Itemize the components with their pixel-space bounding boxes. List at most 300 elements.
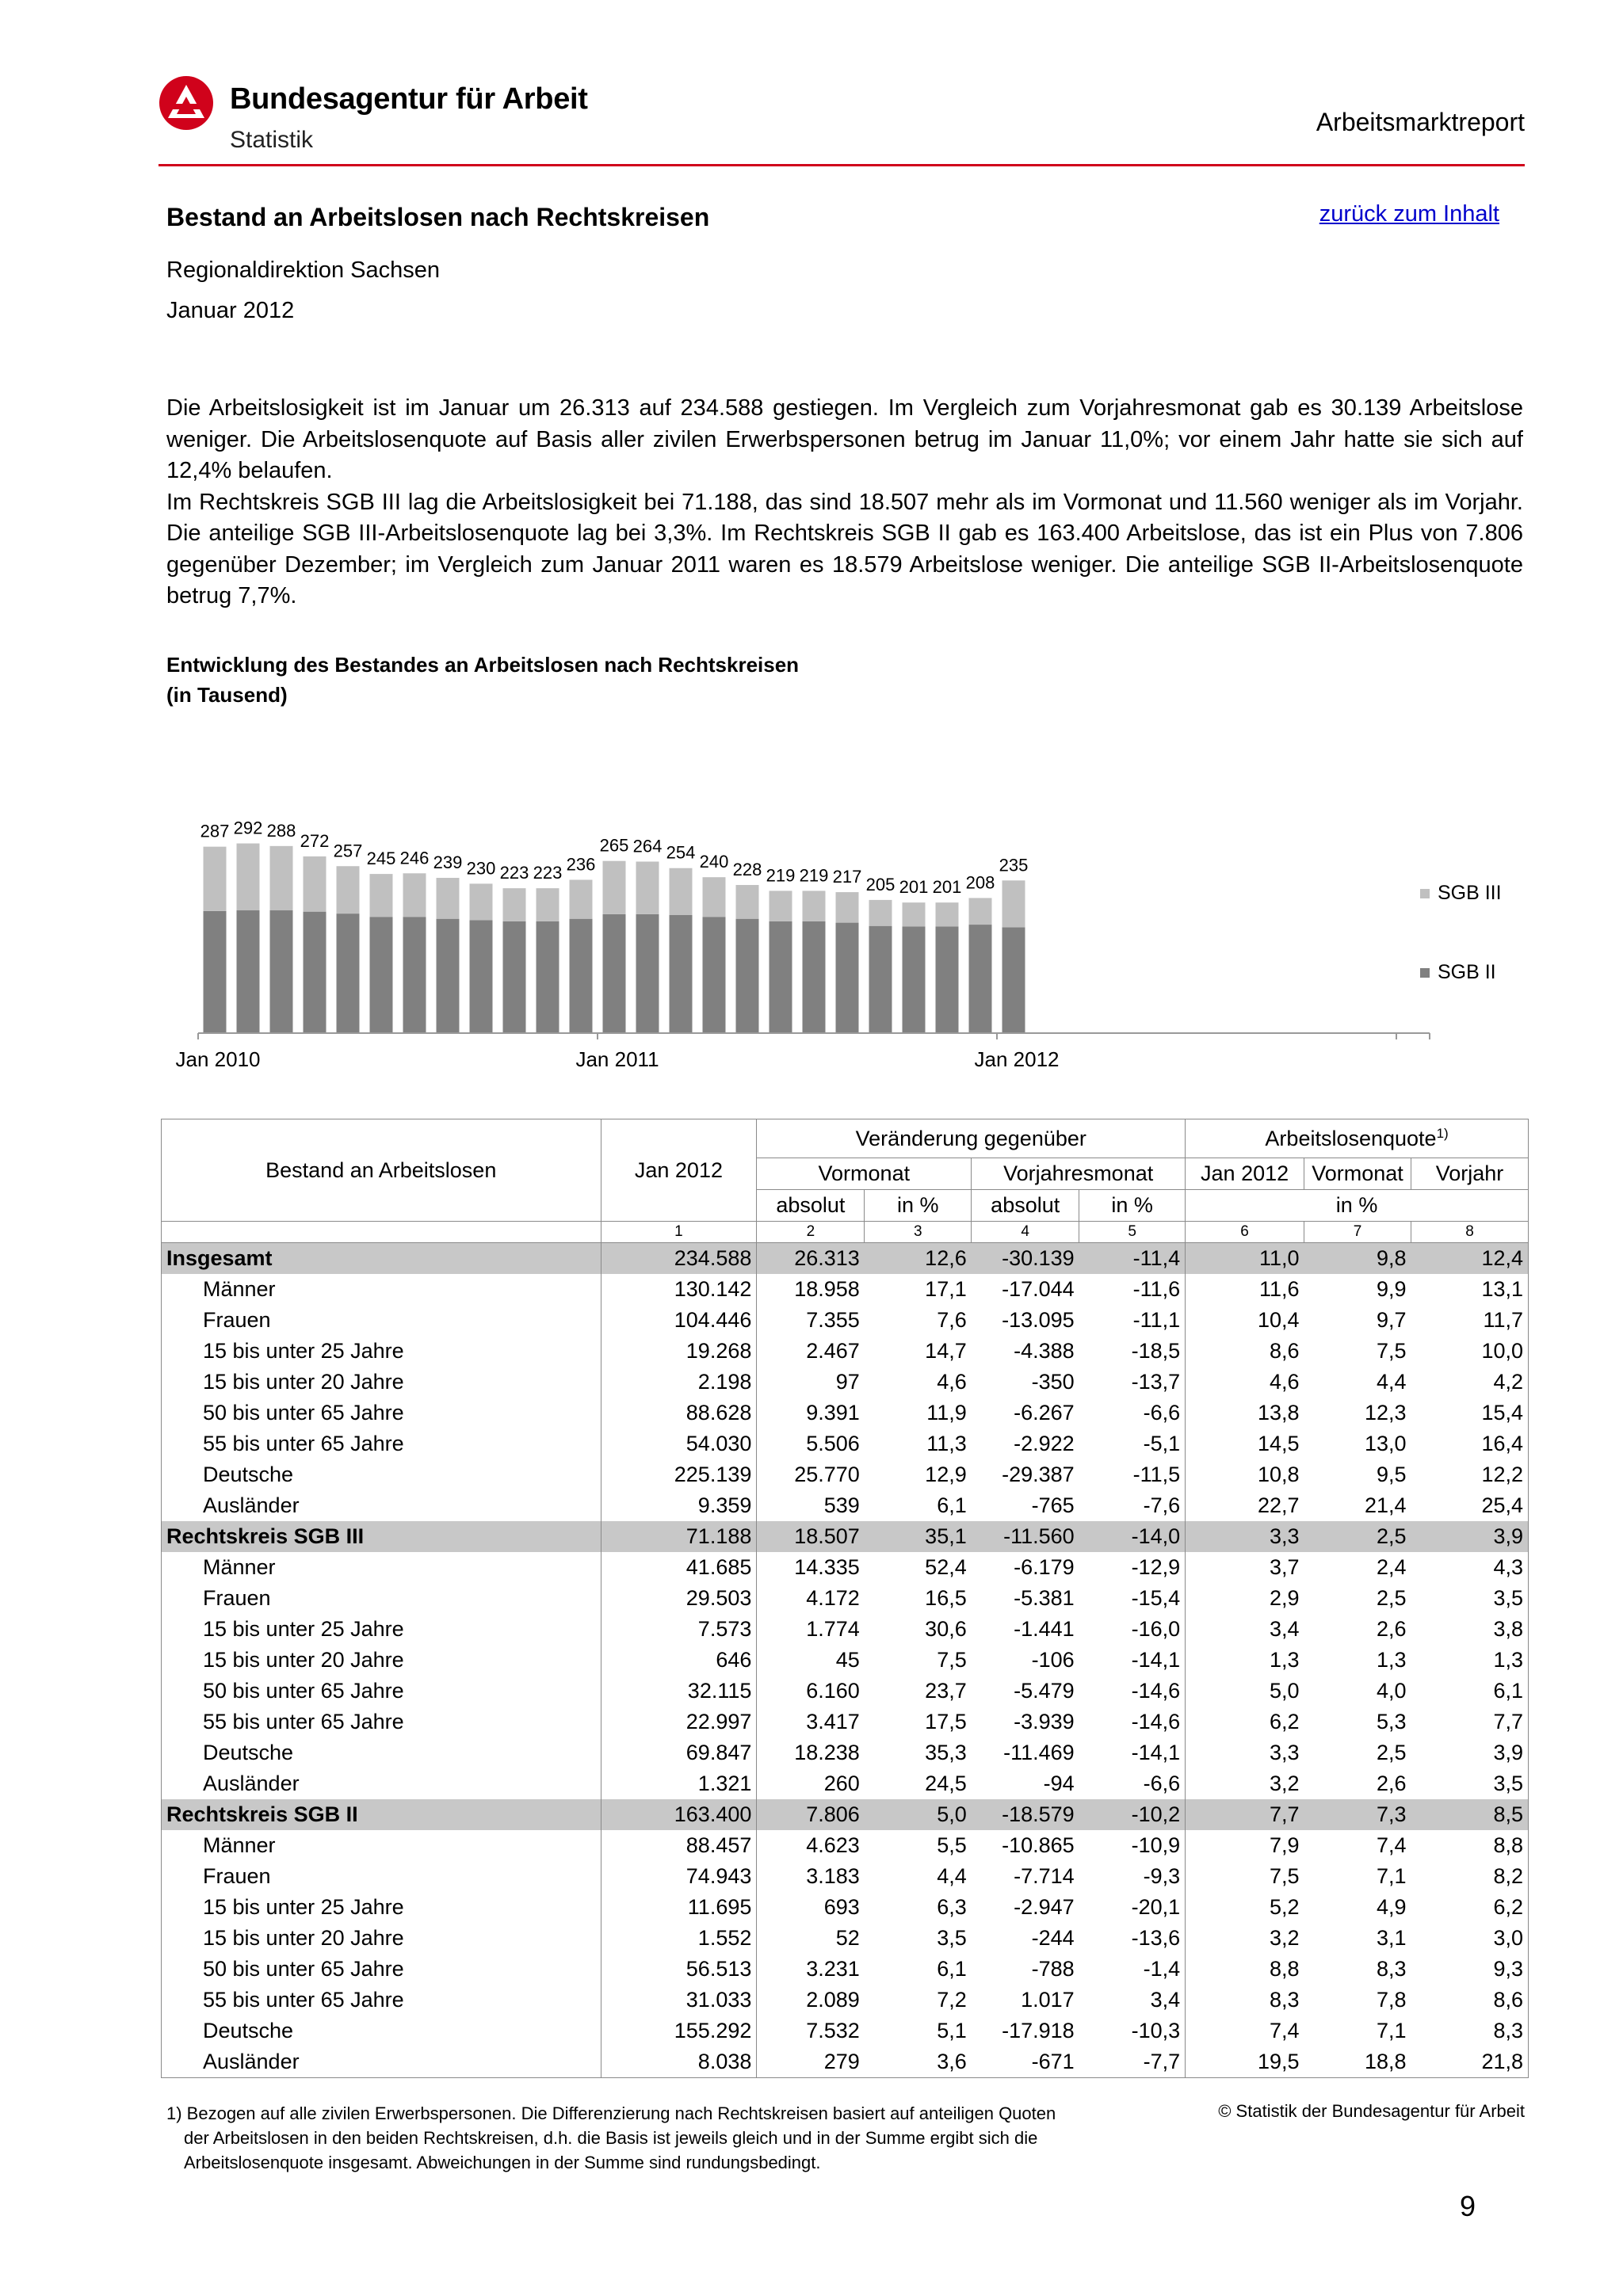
table-row — [162, 1305, 1529, 1336]
table-group-row — [162, 1521, 1529, 1552]
cell-col-3: 3,5 — [937, 1926, 967, 1950]
row-label: Männer — [162, 1830, 601, 1861]
bar-sgb3 — [570, 879, 593, 918]
cell-col-8: 16,4 — [1411, 1428, 1529, 1459]
cell-col-4: -11.560 — [972, 1521, 1079, 1552]
cell-col-8: 3,5 — [1411, 1768, 1529, 1799]
bar-sgb2 — [769, 921, 792, 1033]
row-label: 15 bis unter 25 Jahre — [162, 1892, 601, 1923]
cell-col-1: 41.685 — [601, 1552, 757, 1583]
cell-col-2: 2.089 — [757, 1985, 865, 2016]
header-num-7: 7 — [1304, 1222, 1411, 1243]
row-label: Rechtskreis SGB II — [162, 1799, 601, 1830]
unemployment-table — [161, 1119, 1529, 2078]
cell-col-8: 13,1 — [1411, 1274, 1529, 1305]
cell-col-1: 54.030 — [601, 1428, 757, 1459]
cell-col-2: 7.806 — [757, 1799, 865, 1830]
table-row — [162, 1676, 1529, 1707]
row-label: Ausländer — [162, 1768, 601, 1799]
header-num-4: 4 — [972, 1222, 1079, 1243]
data-label: 219 — [799, 865, 829, 886]
cell-col-5: -1,4 — [1143, 1957, 1181, 1981]
header-rule — [158, 164, 1525, 166]
month-label: Januar 2012 — [166, 298, 295, 323]
cell-col-1: 2.198 — [601, 1367, 757, 1398]
page-number: 9 — [1459, 2190, 1476, 2222]
row-label: 55 bis unter 65 Jahre — [162, 1428, 601, 1459]
chart-title — [166, 650, 799, 710]
cell-col-2: 2.467 — [757, 1336, 865, 1367]
cell-col-7: 4,9 — [1376, 1895, 1407, 1919]
cell-col-4: -7.714 — [1014, 1864, 1075, 1888]
data-label: 272 — [300, 830, 330, 851]
table-row — [162, 1830, 1529, 1861]
back-to-contents-link[interactable]: zurück zum Inhalt — [1319, 201, 1499, 227]
table-row — [162, 1954, 1529, 1985]
cell-col-3: 11,9 — [926, 1401, 967, 1425]
cell-col-3: 7,5 — [937, 1648, 967, 1672]
cell-col-1: 71.188 — [601, 1521, 757, 1552]
cell-col-6: 3,7 — [1186, 1552, 1304, 1583]
cell-col-4: -1.441 — [1014, 1617, 1075, 1641]
row-label: 55 bis unter 65 Jahre — [162, 1985, 601, 2016]
cell-col-6: 14,5 — [1186, 1428, 1304, 1459]
cell-col-3: 35,1 — [865, 1521, 972, 1552]
data-label: 223 — [499, 863, 529, 883]
bar-sgb2 — [869, 926, 892, 1033]
cell-col-8: 4,2 — [1411, 1367, 1529, 1398]
cell-col-7: 12,3 — [1364, 1401, 1407, 1425]
cell-col-7: 9,5 — [1376, 1463, 1407, 1486]
cell-col-8: 8,2 — [1411, 1861, 1529, 1892]
row-label: Deutsche — [162, 2016, 601, 2046]
cell-col-1: 225.139 — [601, 1459, 757, 1490]
summary-paragraph-2: Im Rechtskreis SGB III lag die Arbeitslosigkeit bei 71.188, das sind 18.507 mehr als im Vormonat und 11.560 weniger als im Vorjahr. Die anteilige SGB III-Arbeitslosenquote lag bei 3,3%. Im Rechtskreis SGB II gab es 163.400 Arbeitslose, das ist ein Plus von 7.806 gegenüber Dezember; im Vergleich zum Januar 2011 waren es 18.579 Arbeitslose weniger. Die anteilige SGB II-Arbeitslosenquote betrug 7,7%. — [166, 489, 1523, 608]
cell-col-1: 7.573 — [601, 1614, 757, 1645]
cell-col-1: 88.457 — [601, 1830, 757, 1861]
cell-col-8: 25,4 — [1411, 1490, 1529, 1521]
cell-col-1: 646 — [601, 1645, 757, 1676]
cell-col-2: 4.623 — [757, 1830, 865, 1861]
bar-sgb3 — [903, 902, 926, 926]
bar-sgb3 — [470, 883, 493, 920]
cell-col-1: 88.628 — [601, 1398, 757, 1428]
cell-col-5: -6,6 — [1143, 1772, 1181, 1795]
bar-sgb3 — [270, 846, 293, 910]
x-tick-label: Jan 2012 — [974, 1047, 1060, 1071]
table-row — [162, 1892, 1529, 1923]
cell-col-5: -9,3 — [1143, 1864, 1181, 1888]
table-row — [162, 1923, 1529, 1954]
cell-col-5: -14,1 — [1131, 1741, 1181, 1764]
cell-col-7: 2,6 — [1376, 1617, 1407, 1641]
cell-col-2: 52 — [757, 1923, 865, 1954]
cell-col-1: 19.268 — [601, 1336, 757, 1367]
stacked-bar-chart — [158, 761, 1522, 1077]
footnote-line-3: Arbeitslosenquote insgesamt. Abweichungen in der Summe sind rundungsbedingt. — [184, 2153, 821, 2172]
cell-col-7: 7,3 — [1304, 1799, 1411, 1830]
header-veraenderung: Veränderung gegenüber — [757, 1119, 1186, 1158]
cell-col-4: -244 — [1031, 1926, 1075, 1950]
header-row-label: Bestand an Arbeitslosen — [162, 1119, 601, 1222]
cell-col-3: 11,3 — [926, 1432, 967, 1455]
cell-col-6: 3,2 — [1186, 1768, 1304, 1799]
bar-sgb3 — [670, 868, 693, 915]
bar-sgb3 — [636, 862, 659, 914]
table-row — [162, 2016, 1529, 2046]
data-label: 228 — [732, 860, 762, 880]
cell-col-2: 45 — [757, 1645, 865, 1676]
cell-col-1: 69.847 — [601, 1737, 757, 1768]
cell-col-2: 18.238 — [757, 1737, 865, 1768]
cell-col-6: 11,6 — [1186, 1274, 1304, 1305]
data-label: 265 — [599, 835, 629, 856]
data-label: 245 — [366, 849, 396, 869]
cell-col-6: 19,5 — [1186, 2046, 1304, 2078]
bar-sgb2 — [703, 917, 726, 1033]
bar-sgb2 — [903, 927, 926, 1033]
cell-col-6: 3,3 — [1186, 1521, 1304, 1552]
cell-col-7: 9,9 — [1376, 1277, 1407, 1301]
header-pct-quote: in % — [1186, 1190, 1529, 1222]
cell-col-8: 6,1 — [1411, 1676, 1529, 1707]
cell-col-1: 9.359 — [601, 1490, 757, 1521]
cell-col-6: 5,2 — [1186, 1892, 1304, 1923]
cell-col-3: 3,6 — [865, 2046, 972, 2078]
cell-col-3: 6,3 — [937, 1895, 967, 1919]
cell-col-3: 17,1 — [925, 1277, 967, 1301]
row-label: Männer — [162, 1274, 601, 1305]
cell-col-3: 6,1 — [937, 1957, 967, 1981]
legend-swatch-sgb3 — [1420, 889, 1430, 898]
cell-col-6: 13,8 — [1186, 1398, 1304, 1428]
cell-col-4: -350 — [1031, 1370, 1075, 1394]
cell-col-7: 5,3 — [1376, 1710, 1407, 1733]
cell-col-4: -106 — [1031, 1648, 1075, 1672]
region-label: Regionaldirektion Sachsen — [166, 257, 440, 283]
header-pct-2: in % — [1079, 1190, 1186, 1222]
header-vormonat: Vormonat — [757, 1158, 972, 1190]
legend-swatch-sgb2 — [1420, 968, 1430, 978]
bar-sgb2 — [470, 920, 493, 1033]
data-label: 201 — [932, 877, 962, 898]
bar-sgb2 — [403, 917, 426, 1033]
cell-col-3: 12,6 — [865, 1243, 972, 1275]
cell-col-1: 32.115 — [601, 1676, 757, 1707]
table-group-row — [162, 1799, 1529, 1830]
data-label: 201 — [899, 877, 929, 898]
bar-sgb2 — [437, 919, 460, 1033]
cell-col-4: -17.918 — [1002, 2019, 1075, 2042]
header-vorjahresmonat: Vorjahresmonat — [972, 1158, 1186, 1190]
cell-col-1: 56.513 — [601, 1954, 757, 1985]
cell-col-8: 1,3 — [1411, 1645, 1529, 1676]
cell-col-2: 18.507 — [757, 1521, 865, 1552]
row-label: Frauen — [162, 1305, 601, 1336]
cell-col-6: 8,6 — [1186, 1336, 1304, 1367]
cell-col-6: 22,7 — [1186, 1490, 1304, 1521]
cell-col-2: 25.770 — [757, 1459, 865, 1490]
bar-sgb2 — [537, 921, 559, 1033]
header-absolut-2: absolut — [972, 1190, 1079, 1222]
cell-col-1: 104.446 — [601, 1305, 757, 1336]
cell-col-4: -10.865 — [1002, 1833, 1075, 1857]
cell-col-6: 11,0 — [1186, 1243, 1304, 1275]
cell-col-3: 6,1 — [937, 1493, 967, 1517]
cell-col-6: 3,3 — [1186, 1737, 1304, 1768]
cell-col-1: 8.038 — [601, 2046, 757, 2078]
report-name: Arbeitsmarktreport — [1316, 108, 1525, 136]
table-row — [162, 2046, 1529, 2078]
cell-col-3: 4,6 — [937, 1370, 967, 1394]
data-label: 254 — [666, 842, 696, 863]
brand-name: Bundesagentur für Arbeit — [230, 82, 588, 116]
cell-col-2: 26.313 — [757, 1243, 865, 1275]
cell-col-2: 14.335 — [757, 1552, 865, 1583]
bar-sgb3 — [603, 861, 626, 914]
row-label: Frauen — [162, 1861, 601, 1892]
cell-col-6: 10,4 — [1186, 1305, 1304, 1336]
cell-col-8: 3,5 — [1411, 1583, 1529, 1614]
cell-col-6: 4,6 — [1186, 1367, 1304, 1398]
cell-col-5: -7,6 — [1143, 1493, 1181, 1517]
bar-sgb2 — [503, 921, 526, 1033]
cell-col-1: 1.552 — [601, 1923, 757, 1954]
cell-col-8: 3,9 — [1411, 1737, 1529, 1768]
cell-col-4: -671 — [972, 2046, 1079, 2078]
cell-col-7: 7,5 — [1376, 1339, 1407, 1363]
cell-col-3: 5,1 — [937, 2019, 967, 2042]
cell-col-4: -6.179 — [1014, 1555, 1075, 1579]
cell-col-4: -2.947 — [1014, 1895, 1075, 1919]
bar-sgb2 — [603, 914, 626, 1033]
cell-col-7: 7,1 — [1376, 1864, 1407, 1888]
row-label: 15 bis unter 20 Jahre — [162, 1645, 601, 1676]
table-row — [162, 1398, 1529, 1428]
summary-paragraph-1: Die Arbeitslosigkeit ist im Januar um 26.313 auf 234.588 gestiegen. Im Vergleich zum Vorjahresmonat gab es 30.139 Arbeitslose weniger. Die Arbeitslosenquote auf Basis aller zivilen Erwerbspersonen betrug im Januar 11,0%; vor einem Jahr hatte sie sich auf 12,4% belaufen. — [166, 395, 1523, 483]
cell-col-3: 5,0 — [865, 1799, 972, 1830]
table-row — [162, 1274, 1529, 1305]
cell-col-7: 9,8 — [1304, 1243, 1411, 1275]
cell-col-4: -5.479 — [1014, 1679, 1075, 1703]
cell-col-6: 7,9 — [1186, 1830, 1304, 1861]
cell-col-4: -788 — [1031, 1957, 1075, 1981]
cell-col-8: 12,2 — [1411, 1459, 1529, 1490]
row-label: 50 bis unter 65 Jahre — [162, 1398, 601, 1428]
cell-col-7: 2,5 — [1376, 1741, 1407, 1764]
table-row — [162, 1614, 1529, 1645]
cell-col-7: 2,5 — [1304, 1521, 1411, 1552]
cell-col-5: -18,5 — [1131, 1339, 1181, 1363]
brand-subtitle: Statistik — [230, 127, 314, 153]
data-label: 223 — [533, 863, 563, 883]
cell-col-1: 155.292 — [601, 2016, 757, 2046]
bar-sgb3 — [869, 900, 892, 926]
cell-col-7: 7,4 — [1376, 1833, 1407, 1857]
cell-col-5: -10,2 — [1079, 1799, 1186, 1830]
header-num-5: 5 — [1079, 1222, 1186, 1243]
data-label: 292 — [233, 818, 263, 838]
row-label: Deutsche — [162, 1737, 601, 1768]
table-row — [162, 1583, 1529, 1614]
cell-col-7: 18,8 — [1304, 2046, 1411, 2078]
cell-col-6: 1,3 — [1186, 1645, 1304, 1676]
table-row — [162, 1490, 1529, 1521]
cell-col-1: 22.997 — [601, 1707, 757, 1737]
cell-col-7: 2,5 — [1376, 1586, 1407, 1610]
row-label: 50 bis unter 65 Jahre — [162, 1954, 601, 1985]
cell-col-2: 1.774 — [757, 1614, 865, 1645]
chart-title-line-1: Entwicklung des Bestandes an Arbeitslosen nach Rechtskreisen — [166, 653, 800, 677]
data-label: 240 — [699, 852, 729, 872]
bar-sgb2 — [969, 925, 992, 1033]
table-row — [162, 1459, 1529, 1490]
cell-col-1: 11.695 — [601, 1892, 757, 1923]
cell-col-8: 10,0 — [1411, 1336, 1529, 1367]
cell-col-7: 21,4 — [1364, 1493, 1407, 1517]
cell-col-4: -17.044 — [1002, 1277, 1075, 1301]
ba-logo-icon — [158, 75, 214, 131]
cell-col-6: 8,3 — [1186, 1985, 1304, 2016]
cell-col-3: 12,9 — [925, 1463, 967, 1486]
footnote — [166, 2101, 1157, 2175]
row-label: 15 bis unter 25 Jahre — [162, 1336, 601, 1367]
header-q-vormonat: Vormonat — [1304, 1158, 1411, 1190]
cell-col-5: -11,6 — [1132, 1277, 1181, 1301]
header-q-vorjahr: Vorjahr — [1411, 1158, 1529, 1190]
cell-col-2: 3.417 — [757, 1707, 865, 1737]
cell-col-5: -10,9 — [1131, 1833, 1181, 1857]
cell-col-3: 52,4 — [925, 1555, 967, 1579]
cell-col-8: 12,4 — [1411, 1243, 1529, 1275]
cell-col-5: -11,5 — [1132, 1463, 1181, 1486]
cell-col-5: -12,9 — [1131, 1555, 1181, 1579]
header-quote — [1186, 1119, 1529, 1158]
header-quote-footnote-mark: 1) — [1436, 1126, 1449, 1141]
bar-sgb3 — [969, 898, 992, 925]
cell-col-4: -2.922 — [1014, 1432, 1075, 1455]
data-label: 264 — [632, 836, 663, 856]
row-label: 15 bis unter 20 Jahre — [162, 1923, 601, 1954]
row-label: Insgesamt — [162, 1243, 601, 1275]
bar-sgb3 — [204, 847, 227, 911]
legend-label-sgb2: SGB II — [1438, 961, 1496, 983]
bar-sgb3 — [304, 856, 327, 912]
cell-col-8: 4,3 — [1411, 1552, 1529, 1583]
cell-col-1: 31.033 — [601, 1985, 757, 2016]
table-row — [162, 1861, 1529, 1892]
table-group-row — [162, 1243, 1529, 1275]
cell-col-3: 16,5 — [925, 1586, 967, 1610]
cell-col-6: 6,2 — [1186, 1707, 1304, 1737]
cell-col-8: 8,5 — [1411, 1799, 1529, 1830]
cell-col-5: -14,0 — [1079, 1521, 1186, 1552]
cell-col-3: 4,4 — [937, 1864, 967, 1888]
cell-col-1: 29.503 — [601, 1583, 757, 1614]
cell-col-3: 7,6 — [937, 1308, 967, 1332]
copyright: © Statistik der Bundesagentur für Arbeit — [1218, 2101, 1525, 2121]
bar-sgb3 — [337, 866, 360, 913]
table-row — [162, 1645, 1529, 1676]
bar-sgb3 — [503, 888, 526, 921]
cell-col-6: 3,2 — [1186, 1923, 1304, 1954]
cell-col-2: 279 — [757, 2046, 865, 2078]
bar-sgb3 — [1002, 880, 1025, 927]
data-label: 205 — [865, 874, 896, 894]
cell-col-2: 7.532 — [757, 2016, 865, 2046]
row-label: Deutsche — [162, 1459, 601, 1490]
cell-col-2: 260 — [757, 1768, 865, 1799]
data-label: 257 — [333, 841, 363, 861]
header-num-8: 8 — [1411, 1222, 1529, 1243]
header-jan: Jan 2012 — [601, 1119, 757, 1222]
header-quote-label: Arbeitslosenquote — [1265, 1127, 1437, 1150]
cell-col-6: 10,8 — [1186, 1459, 1304, 1490]
cell-col-7: 7,8 — [1376, 1988, 1407, 2012]
cell-col-8: 11,7 — [1411, 1305, 1529, 1336]
bar-sgb2 — [836, 923, 859, 1033]
cell-col-8: 3,0 — [1411, 1923, 1529, 1954]
summary-text — [166, 393, 1523, 612]
cell-col-2: 9.391 — [757, 1398, 865, 1428]
cell-col-7: 2,4 — [1376, 1555, 1407, 1579]
bar-sgb2 — [670, 915, 693, 1033]
cell-col-4: -18.579 — [972, 1799, 1079, 1830]
cell-col-3: 17,5 — [925, 1710, 967, 1733]
header-num-3: 3 — [865, 1222, 972, 1243]
cell-col-4: -3.939 — [1014, 1710, 1075, 1733]
cell-col-4: -94 — [1043, 1772, 1075, 1795]
table-row — [162, 1428, 1529, 1459]
bar-sgb3 — [769, 891, 792, 921]
data-label: 208 — [965, 872, 995, 893]
cell-col-8: 9,3 — [1411, 1954, 1529, 1985]
header-absolut-1: absolut — [757, 1190, 865, 1222]
cell-col-5: -20,1 — [1131, 1895, 1181, 1919]
cell-col-2: 4.172 — [757, 1583, 865, 1614]
cell-col-5: -11,4 — [1079, 1243, 1186, 1275]
cell-col-7: 9,7 — [1376, 1308, 1407, 1332]
cell-col-3: 35,3 — [925, 1741, 967, 1764]
cell-col-1: 1.321 — [601, 1768, 757, 1799]
cell-col-8: 7,7 — [1411, 1707, 1529, 1737]
cell-col-3: 23,7 — [925, 1679, 967, 1703]
cell-col-3: 7,2 — [937, 1988, 967, 2012]
cell-col-7: 2,6 — [1376, 1772, 1407, 1795]
table-row — [162, 1367, 1529, 1398]
cell-col-8: 8,8 — [1411, 1830, 1529, 1861]
cell-col-8: 3,9 — [1411, 1521, 1529, 1552]
bar-sgb3 — [403, 873, 426, 917]
cell-col-1: 130.142 — [601, 1274, 757, 1305]
cell-col-1: 74.943 — [601, 1861, 757, 1892]
row-label: Ausländer — [162, 2046, 601, 2078]
row-label: Frauen — [162, 1583, 601, 1614]
cell-col-5: -13,7 — [1131, 1370, 1181, 1394]
bar-sgb2 — [204, 911, 227, 1033]
cell-col-8: 8,3 — [1411, 2016, 1529, 2046]
data-label: 239 — [433, 852, 463, 873]
table-row — [162, 1985, 1529, 2016]
cell-col-6: 3,4 — [1186, 1614, 1304, 1645]
cell-col-5: -11,1 — [1132, 1308, 1181, 1332]
data-label: 217 — [832, 867, 862, 887]
row-label: 50 bis unter 65 Jahre — [162, 1676, 601, 1707]
bar-sgb3 — [437, 878, 460, 919]
cell-col-3: 24,5 — [925, 1772, 967, 1795]
bar-sgb2 — [370, 917, 393, 1033]
cell-col-7: 8,3 — [1376, 1957, 1407, 1981]
